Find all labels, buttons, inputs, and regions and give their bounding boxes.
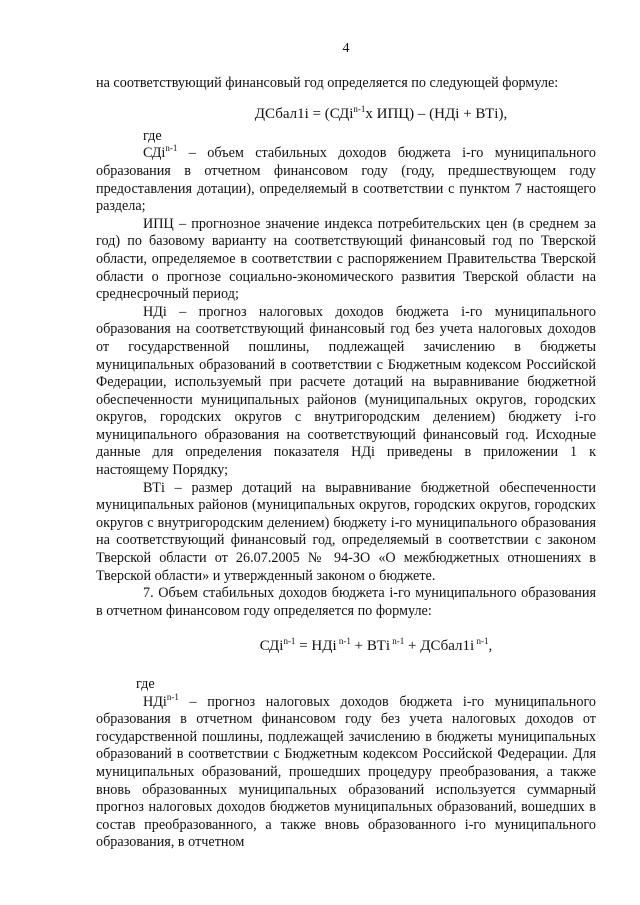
- item-7: 7. Объем стабильных доходов бюджета i-го муниципального образования в отчетном финансовом году определяется по формуле:: [96, 585, 596, 619]
- intro-line: на соответствующий финансовый год определяется по следующей формуле:: [96, 74, 559, 91]
- formula-sdi-d-sup: n-1: [474, 636, 489, 647]
- formula-sdi-b-sup: n-1: [336, 636, 351, 647]
- formula-sdi-e: ,: [488, 638, 493, 655]
- formula-dsbal-rest: х ИПЦ) – (НДi + ВТi),: [365, 106, 508, 123]
- definition-sdi: [96, 145, 596, 215]
- definition-ndi: НДi – прогноз налоговых доходов бюджета i-го муниципального образования на соответствующий финансовый год без учета налоговых доходов от государственной пошлины, подлежащей зачислению в бюджеты муниципальных образований в соответствии с Бюджетным кодексом Российской Федерации, используемый при расчете дотаций на выравнивание бюджетной обеспеченности муниципальных районов (муниципальных округов, городских округов, городских округов с внутригородским делением) бюджету i-го муниципального образования на соответствующий финансовый год. Исходные данные для определения показателя НДi приведены в приложении 1 к настоящему Порядку;: [96, 303, 596, 479]
- term-sdi-sup: n-1: [165, 143, 178, 154]
- definition-ipc: ИПЦ – прогнозное значение индекса потребительских цен (в среднем за год) по базовому варианту на соответствующий финансовый год по Тверской области, определяемое в соответствии с распоряжением Правительства Тверской области о прогнозе социально-экономического развития Тверской области на среднесрочный период;: [96, 215, 596, 303]
- definition-vti: ВТi – размер дотаций на выравнивание бюджетной обеспеченности муниципальных районов (муниципальных округов, городских округов, городских округов с внутригородским делением) бюджету i-го муниципального образования на соответствующий финансовый год, определяемый в соответствии с законом Тверской области от 26.07.2005 № 94-ЗО «О межбюджетных отношениях в Тверской области» и утвержденный законом о бюджете.: [96, 479, 596, 584]
- formula-dsbal-sup: n-1: [353, 104, 366, 115]
- formula-sdi-d: + ДСбал1i: [404, 638, 475, 655]
- term-ndi-n1: НДi: [143, 693, 167, 710]
- definition-sdi-text: – объем стабильных доходов бюджета i-го муниципального образования в отчетном финансовом году (году, предшествующем году предоставления дотации), определяемый в соответствии с пунктом 7 настоящего раздела;: [96, 145, 596, 215]
- definition-ndi-n1-text: – прогноз налоговых доходов бюджета i-го муниципального образования в отчетном финансовом году без учета налоговых доходов от государственной пошлины, подлежащей зачислению в бюджеты муниципальных образований в соответствии с Бюджетным кодексом Российской Федерации. Для муниципальных образований, прошедших процедуру преобразования, а также вновь образованных муниципальных образований используется суммарный прогноз налоговых доходов бюджетов муниципальных образований, вошедших в состав преобразованного, а также вновь образованного i-го муниципального образования, в отчетном: [96, 693, 596, 851]
- document-page: [96, 40, 596, 852]
- formula-sdi: [96, 638, 596, 656]
- formula-sdi-a: СДi: [259, 638, 284, 655]
- formula-sdi-b: = НДi: [295, 638, 337, 655]
- where-label: где: [143, 127, 162, 144]
- formula-sdi-c-sup: n-1: [390, 636, 405, 647]
- term-sdi: СДi: [143, 145, 166, 162]
- formula-dsbal-lhs: ДСбал1i = (СДi: [254, 106, 354, 123]
- term-ndi-n1-sup: n-1: [166, 691, 179, 702]
- formula-sdi-c: + ВТi: [350, 638, 390, 655]
- definition-ndi-n1: [96, 691, 596, 852]
- formula-sdi-a-sup: n-1: [283, 636, 296, 647]
- page-number: 4: [342, 41, 350, 56]
- formula-dsbal: [96, 106, 596, 124]
- where-label-2: где: [136, 676, 155, 692]
